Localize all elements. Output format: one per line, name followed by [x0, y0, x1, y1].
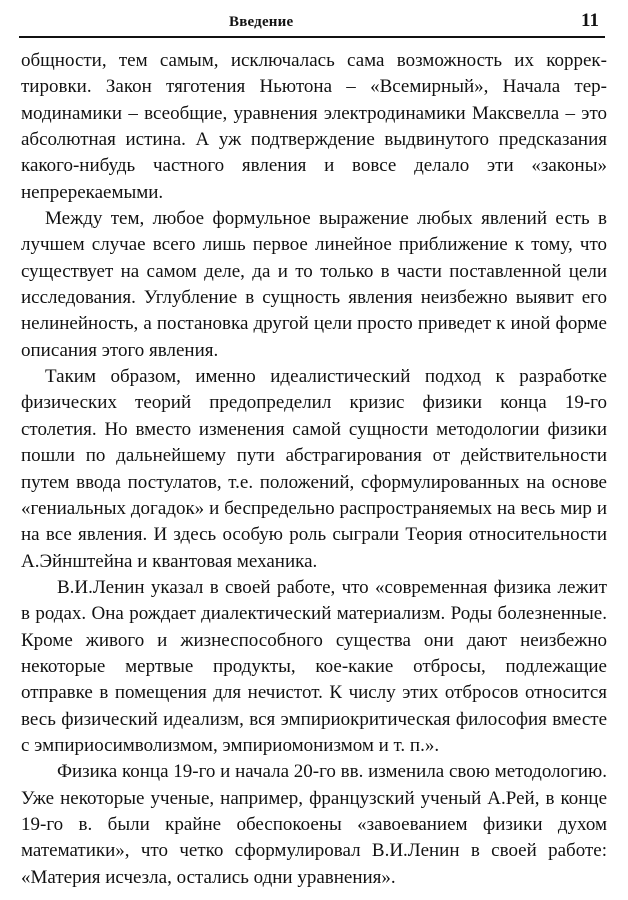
paragraph-4: В.И.Ленин указал в своей работе, что «современная физика лежит в родах. Она рождает диалектический материализм. Роды болезненные. Кроме живого и жизнеспособного существа они дают неизбежно некоторые мертвые продукты, кое-какие отбросы, подлежащие отправке в помещения для нечистот. К числу этих отбросов относится весь физический идеализм, вся эмпириокритическая философия вместе с эмпириосимволизмом, эмпириомонизмом и т. п.». — [21, 576, 607, 756]
page-number: 11 — [581, 10, 599, 31]
chapter-title: Введение — [229, 14, 294, 30]
paragraph-3: Таким образом, именно идеалистический подход к разработке физических теорий предопределил кризис физики конца 19-го столетия. Но вместо изменения самой сущности методологии физики пошли по дальнейшему пути абстрагирования от действительности путем ввода постулатов, т.е. положений, сформулированных на основе «гениальных догадок» и беспредельно распространяемых на весь мир и на все явления. И здесь особую роль сыграли Теория относительности А.Эйнштейна и квантовая механика. — [21, 366, 607, 572]
paragraph-2: Между тем, любое формульное выражение любых явлений есть в лучшем случае всего лишь первое линейное приближение к тому, что существует на самом деле, да и то только в части поставленной цели исследования. Углубление в сущность явления неизбежно выявит его нелинейность, а постановка другой цели просто приведет к иной форме описания этого явления. — [21, 208, 607, 361]
paragraph-1: общности, тем самым, исключалась сама возможность их корректировки. Закон тяготения Ньютона – «Всемирный», Начала термодинамики – всеобщие, уравнения электродинамики Максвелла – это абсолютная истина. А уж подтверждение выдвинутого предсказания какого-нибудь частного явления и вовсе делало эти «законы» непререкаемыми. — [21, 50, 607, 203]
page-body — [21, 48, 607, 891]
running-header — [19, 8, 605, 38]
paragraph-5: Физика конца 19-го и начала 20-го вв. изменила свою методологию. Уже некоторые ученые, например, французский ученый А.Рей, в конце 19-го в. были крайне обеспокоены «завоеванием физики духом математики», что четко сформулировал В.И.Ленин в своей работе: «Материя исчезла, остались одни уравнения». — [21, 761, 607, 888]
